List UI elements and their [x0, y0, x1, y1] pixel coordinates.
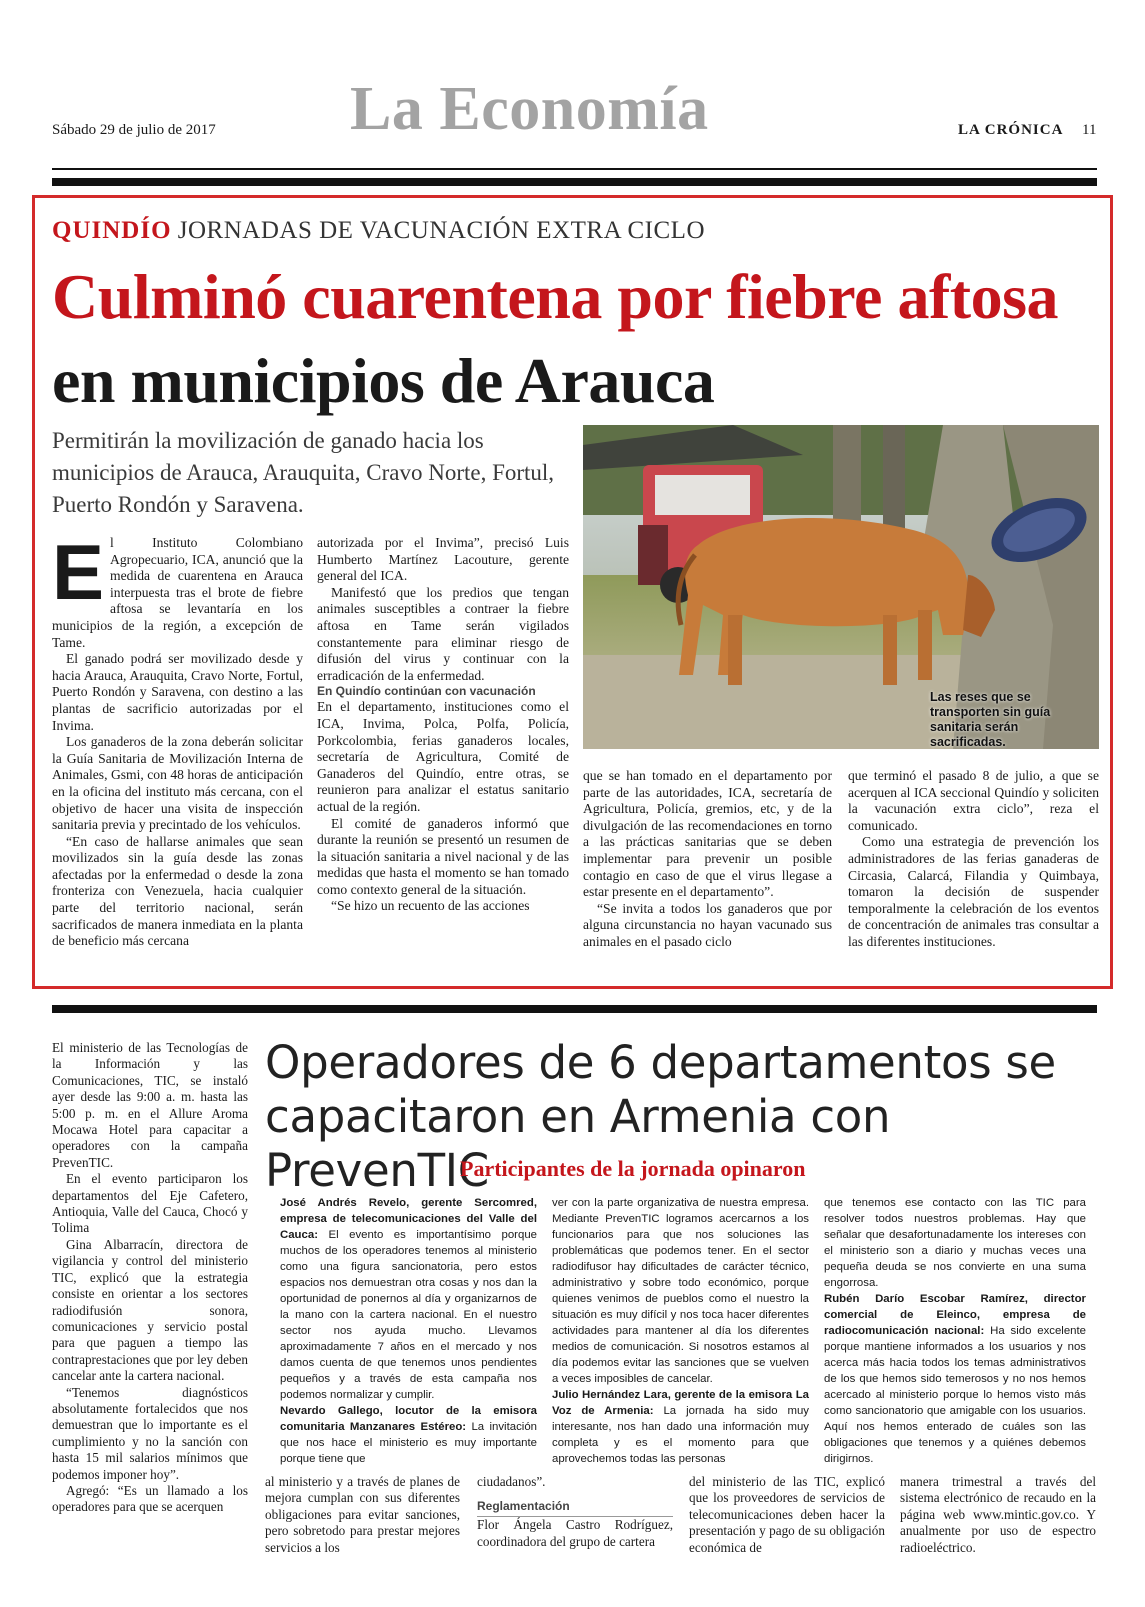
article2-bottom-column-3	[689, 1474, 885, 1556]
article-headline	[52, 255, 1112, 423]
issue-date: Sábado 29 de julio de 2017	[52, 122, 216, 138]
body-paragraph: que terminó el pasado 8 de julio, a que se acerquen al ICA seccional Quindío y soliciten la vacunación extra ciclo”, reza el comunicado.	[848, 768, 1099, 833]
article-column-1	[52, 528, 303, 950]
article-deck: Permitirán la movilización de ganado hacia los municipios de Arauca, Arauquita, Cravo Norte, Fortul, Puerto Rondón y Saravena.	[52, 428, 555, 517]
masthead-rule	[52, 168, 1097, 170]
drop-cap: E	[52, 528, 105, 616]
body-paragraph: El comité de ganaderos informó que durante la reunión se presentó un resumen de la situación sanitaria a nivel nacional y de las medidas que hasta el momento se han tomado como contexto general de la situación.	[317, 815, 569, 897]
body-paragraph: que se han tomado en el departamento por parte de las autoridades, ICA, secretaría de Agricultura, Policía, gremios, etc, y de la divulgación de las recomendaciones en torno a las prácticas sanitarias que se deben implementar para prevenir un posible contagio en caso de que el virus llegase a estar presente en el departamento”.	[583, 768, 832, 900]
quote-speaker: Rubén Darío Escobar Ramírez, director comercial de Eleinco, empresa de radiocomunicación nacional:	[824, 1293, 1086, 1337]
quote-text: La jornada ha sido muy interesante, nos han dado una información muy completa y es el momento para que aprovechemos todas las personas	[552, 1405, 809, 1465]
headline-black-part: en municipios de Arauca	[52, 345, 715, 416]
kicker-region: QUINDÍO	[52, 217, 172, 244]
body-paragraph: Manifestó que los predios que tengan animales susceptibles a contraer la fiebre aftosa en Tame serán vigilados constantemente para eliminar riesgo de difusión del virus y continuar con la erradicación de la enfermedad.	[317, 584, 569, 683]
body-paragraph: “Tenemos diagnósticos absolutamente fortalecidos que nos demuestran que lo importante es el cumplimiento y no la sanción con hasta 15 mil salarios mínimos que podemos imponer hoy”.	[52, 1384, 248, 1482]
quote-text: Ha sido excelente porque mantiene informados a los usuarios y nos acerca más hacia todos los temas administrativos de los que hemos sido temerosos y no nos hemos acercado al ministerio porque lo hemos visto más como sancionatorio que amigable con los usuarios. Aquí nos hemos enterado de cuáles son las obligaciones que tenemos y a quiénes debemos dirigirnos.	[824, 1325, 1086, 1465]
quote-speaker: Julio Hernández Lara, gerente de la emisora La Voz de Armenia:	[552, 1389, 809, 1417]
body-paragraph: del ministerio de las TIC, explicó que los proveedores de servicios de telecomunicaciones deben hacer la presentación y pago de su obligación económica de	[689, 1474, 885, 1555]
article2-bottom-column-1	[265, 1474, 460, 1556]
photo-caption: Las reses que se transporten sin guía sanitaria serán sacrificadas.	[930, 690, 1051, 749]
body-paragraph: “En caso de hallarse animales que sean movilizados sin la guía desde las zonas afectadas por la enfermedad o desde la zona fronteriza con Venezuela, hacia cualquier parte del territorio nacional, serán sacrificados de manera inmediata en la planta de beneficio más cercana	[52, 833, 303, 949]
body-paragraph: En el departamento, instituciones como el ICA, Invima, Polca, Polfa, Policía, Porkcolombia, ferias ganaderos locales, secretaría de Agricultura, Comité de Ganaderos del Quindío, entre otras, se reunieron para analizar el estatus sanitario actual de la región.	[317, 699, 569, 814]
body-paragraph: Agregó: “Es un llamado a los operadores para que se acerquen	[52, 1482, 248, 1515]
quotes-column-2	[552, 1195, 809, 1467]
quote-text: El evento es importantísimo porque muchos de los operadores tenemos al ministerio como una figura sancionatoria, pero estos espacios nos demuestran otra cosas y nos dan la oportunidad de ponernos al día y organizarnos de la mano con la cartera nacional. En el nuestro sector nos ayuda mucho. Llevamos aproximadamente 7 años en el mercado y nos damos cuenta de que tenemos unos pendientes pequeños y a través de esta campaña nos podemos normalizar y cumplir.	[280, 1229, 537, 1401]
page-number: 11	[1082, 122, 1097, 138]
article-column-4	[848, 768, 1099, 951]
article-column-2	[317, 535, 569, 915]
headline-red-part: Culminó cuarentena por fiebre aftosa	[52, 261, 1058, 332]
quote-paragraph	[824, 1291, 1086, 1467]
section-title: La Economía	[350, 75, 709, 143]
article2-subheadline: Participantes de la jornada opinaron	[460, 1156, 806, 1181]
body-paragraph: El ganado podrá ser movilizado desde y hacia Arauca, Arauquita, Cravo Norte, Fortul, Puerto Rondón y Saravena, con destino a las plantas de sacrificio autorizadas por el Invima.	[52, 651, 303, 733]
quote-text: La invitación que nos hace el ministerio es muy importante porque tiene que	[280, 1421, 537, 1465]
body-paragraph: Gina Albarracín, directora de vigilancia y control del ministerio TIC, explicó que la estrategia consiste en orientar a los sectores radiodifusión sonora, comunicaciones y servicio postal para que paguen a tiempo las contraprestaciones que por ley deben cancelar ante la cartera nacional.	[52, 1236, 248, 1384]
article2-bottom-column-2	[477, 1474, 673, 1550]
body-paragraph: Los ganaderos de la zona deberán solicitar la Guía Sanitaria de Movilización Interna de Animales, Gsmi, con 48 horas de anticipación en la oficina del instituto más cercana, con el objetivo de hacer una visita de inspección sanitaria previa y precintado de los vehículos.	[52, 734, 303, 833]
kicker-topic: JORNADAS DE VACUNACIÓN EXTRA CICLO	[177, 217, 705, 244]
body-paragraph: al ministerio y a través de planes de mejora cumplan con sus diferentes obligaciones para evitar sanciones, pero sobretodo para prestar mejores servicios a los	[265, 1474, 460, 1555]
quote-speaker: Nevardo Gallego, locutor de la emisora comunitaria Manzanares Estéreo:	[280, 1405, 537, 1433]
body-paragraph: ciudadanos”.	[477, 1474, 546, 1489]
section-subhead: En Quindío continúan con vacunación	[317, 684, 536, 699]
article2-bottom-column-4	[900, 1474, 1096, 1556]
quotes-column-1	[280, 1195, 537, 1467]
masthead-bar	[52, 178, 1097, 186]
quote-paragraph: que tenemos ese contacto con las TIC para resolver todos nuestros problemas. Hay que señalar que desafortunadamente los intereses con el ministerio son a diario y muchas veces una pequeña deuda se nos convierte en una suma engorrosa.	[824, 1197, 1086, 1289]
article2-left-column	[52, 1040, 248, 1516]
body-paragraph: autorizada por el Invima”, precisó Luis Humberto Martínez Lacouture, gerente general del ICA.	[317, 535, 569, 584]
article-kicker	[52, 217, 705, 245]
newspaper-name: LA CRÓNICA	[958, 122, 1064, 138]
quote-paragraph	[552, 1387, 809, 1467]
body-paragraph: El ministerio de las Tecnologías de la Información y las Comunicaciones, TIC, se instaló ayer desde las 9:00 a. m. hasta las 5:00 p. m. en el Allure Aroma Mocawa Hotel para capacitar a operadores con la campaña PrevenTIC.	[52, 1040, 248, 1170]
article-separator-bar	[52, 1005, 1097, 1013]
quote-paragraph: ver con la parte organizativa de nuestra empresa. Mediante PrevenTIC logramos acercarnos a los funcionarios para que nos soluciones las problemáticas que podemos tener. En el sector radiodifusor hay dificultades de carácter técnico, administrativo y sobre todo económico, porque quienes venimos de pueblos como el nuestro la situación es muy difícil y nos toca hacer diferentes actividades para mantener al día los diferentes medios de comunicación. Si nosotros estamos al día podemos evitar las sanciones que se vuelven a veces imposibles de cancelar.	[552, 1197, 809, 1385]
body-paragraph: Flor Ángela Castro Rodríguez, coordinadora del grupo de cartera	[477, 1517, 673, 1549]
section-subhead: Reglamentación	[477, 1499, 673, 1517]
body-paragraph: “Se hizo un recuento de las acciones	[331, 898, 530, 914]
quotes-column-3	[824, 1195, 1086, 1467]
body-paragraph: Como una estrategia de prevención los administradores de las ferias ganaderas de Circasia, Calarcá, Filandia y Quimbaya, tomaron la decisión de suspender temporalmente la celebración de los eventos de concentración de animales tras consultar a las diferentes instituciones.	[848, 834, 1099, 949]
article2-headline: Operadores de 6 departamentos se capacitaron en Armenia con PrevenTIC	[265, 1036, 1056, 1197]
body-paragraph: En el evento participaron los departamentos del Eje Cafetero, Antioquia, Valle del Cauca, Chocó y Tolima	[52, 1171, 248, 1236]
article-column-3	[583, 768, 832, 951]
body-paragraph: “Se invita a todos los ganaderos que por alguna circunstancia no hayan vacunado sus animales en el pasado ciclo	[583, 900, 832, 949]
quote-paragraph	[280, 1403, 537, 1467]
body-paragraph: l Instituto Colombiano Agropecuario, ICA, anunció que la medida de cuarentena en Arauca interpuesta tras el brote de fiebre aftosa se levantaría en los municipios de la región, a excepción de Tame.	[52, 535, 303, 650]
body-paragraph: manera trimestral a través del sistema electrónico de recaudo en la página web www.mintic.gov.co. Y anualmente por uso de espectro radioeléctrico.	[900, 1474, 1096, 1555]
quote-speaker: José Andrés Revelo, gerente Sercomred, empresa de telecomunicaciones del Valle del Cauca:	[280, 1197, 537, 1241]
quote-paragraph	[280, 1195, 537, 1403]
